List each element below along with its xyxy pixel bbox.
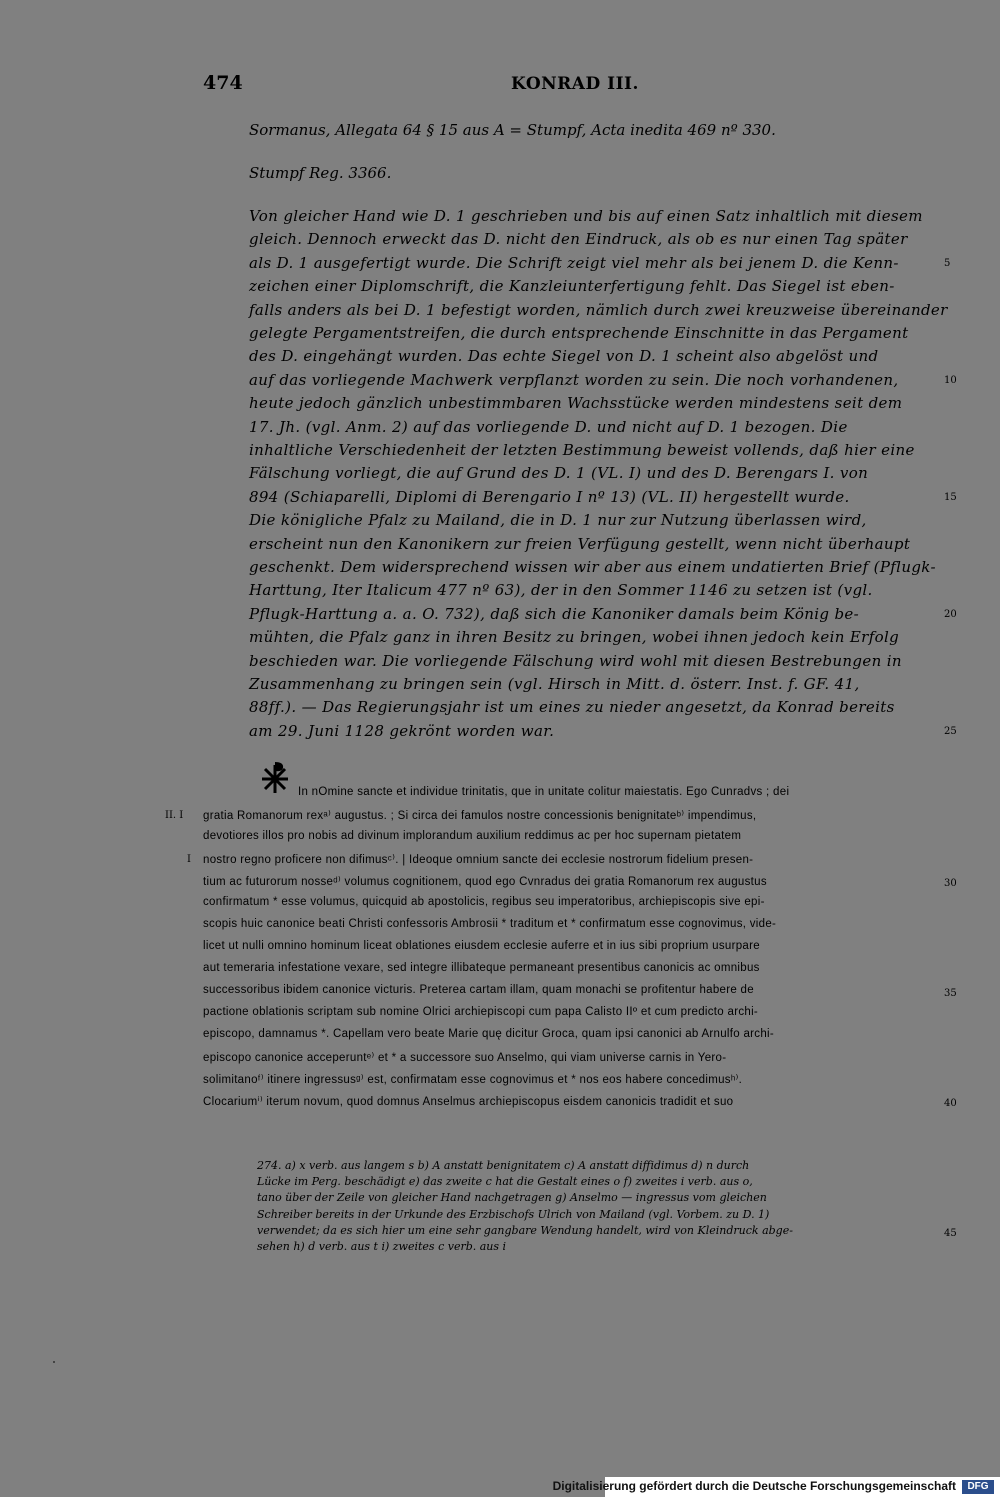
commentary-line: auf das vorliegende Machwerk verpflanzt worden zu sein. Die noch vorhandenen, xyxy=(249,370,899,389)
line-number: 35 xyxy=(944,988,957,999)
charter-line: Clocariumⁱ⁾ iterum novum, quod domnus Anselmus archiepiscopus eisdem canonicis tradidit et suo xyxy=(203,1096,734,1108)
running-title: KONRAD III. xyxy=(511,74,639,94)
scan-speck xyxy=(53,1361,55,1363)
line-number: 10 xyxy=(944,374,957,386)
footnote-line: Lücke im Perg. beschädigt e) das zweite c hat die Gestalt eines o f) zweites i verb. aus o, xyxy=(257,1175,753,1189)
line-number: 5 xyxy=(944,257,951,269)
charter-line: gratia Romanorum rexᵃ⁾ augustus. ; Si circa dei famulos nostre concessionis benignitateᵇ⁾ impendimus, xyxy=(203,810,757,822)
commentary-line: geschenkt. Dem widersprechend wissen wir aber aus einem undatierten Brief (Pflugk- xyxy=(249,558,936,576)
source-line: Sormanus, Allegata 64 § 15 aus A = Stumpf, Acta inedita 469 nº 330. xyxy=(249,121,776,139)
charter-line: aut temeraria infestatione vexare, sed integre illibateque permaneant presentibus canonicis ac omnibus xyxy=(203,962,760,974)
commentary-line: gleich. Dennoch erweckt das D. nicht den Eindruck, als ob es nur einen Tag später xyxy=(249,230,908,249)
commentary-line: heute jedoch gänzlich unbestimmbaren Wachsstücke werden mindestens seit dem xyxy=(249,394,903,413)
margin-siglum: II. I xyxy=(165,810,184,821)
commentary-line: Harttung, Iter Italicum 477 nº 63), der in den Sommer 1146 zu setzen ist (vgl. xyxy=(249,581,873,600)
source-line: Stumpf Reg. 3366. xyxy=(249,164,392,182)
commentary-line: als D. 1 ausgefertigt wurde. Die Schrift zeigt viel mehr als bei jenem D. die Kenn- xyxy=(249,253,899,272)
footnote-line: verwendet; da es sich hier um eine sehr gangbare Wendung handelt, wird von Kleindruck abge- xyxy=(257,1223,793,1237)
commentary-line: gelegte Pergamentstreifen, die durch entsprechende Einschnitte in das Pergament xyxy=(249,324,909,342)
charter-line: episcopo canonice acceperuntᵉ⁾ et * a successore suo Anselmo, qui viam universe carnis in Yero- xyxy=(203,1052,727,1064)
commentary-line: falls anders als bei D. 1 befestigt worden, nämlich durch zwei kreuzweise übereinander xyxy=(249,300,948,319)
commentary-line: erscheint nun den Kanonikern zur freien Verfügung gestellt, wenn nicht überhaupt xyxy=(249,534,911,553)
charter-line: devotiores illos pro nobis ad divinum implorandum auxilium reddimus ac per hoc supernam pietatem xyxy=(203,830,742,842)
dfg-logo: DFG xyxy=(962,1480,994,1494)
commentary-line: 88ff.). — Das Regierungsjahr ist um eines zu nieder angesetzt, da Konrad bereits xyxy=(249,698,895,717)
charter-line: tium ac futurorum nosseᵈ⁾ volumus cognitionem, quod ego Cvnradus dei gratia Romanorum rex augustus xyxy=(203,876,767,888)
charter-line: pactione oblationis scriptam sub nomine Olrici archiepiscopi cum papa Calisto IIº et cum predicto archi- xyxy=(203,1006,759,1018)
commentary-line: 17. Jh. (vgl. Anm. 2) auf das vorliegende D. und nicht auf D. 1 bezogen. Die xyxy=(249,417,848,436)
charter-line: nostro regno proficere non difimusᶜ⁾. | Ideoque omnium sancte dei ecclesie nostrorum fidelium presen- xyxy=(203,854,754,866)
commentary-line: Die königliche Pfalz zu Mailand, die in D. 1 nur zur Nutzung überlassen wird, xyxy=(249,511,867,530)
line-number: 15 xyxy=(944,491,957,503)
commentary-line: 894 (Schiaparelli, Diplomi di Berengario I nº 13) (VL. II) hergestellt wurde. xyxy=(249,487,850,506)
commentary-line: Fälschung vorliegt, die auf Grund des D. 1 (VL. I) und des D. Berengars I. von xyxy=(249,464,869,483)
line-number: 20 xyxy=(944,608,957,620)
charter-line: solimitanoᶠ⁾ itinere ingressusᵍ⁾ est, confirmatam esse cognovimus et * nos eos habere concedimusʰ⁾. xyxy=(203,1074,743,1086)
commentary-line: Pflugk-Harttung a. a. O. 732), daß sich die Kanoniker damals beim König be- xyxy=(249,604,860,623)
line-number: 25 xyxy=(944,725,957,737)
footnote-line: sehen h) d verb. aus t i) zweites c verb. aus i xyxy=(257,1240,507,1253)
charter-line: licet ut nulli omnino hominum liceat oblationes eiusdem ecclesie auferre et in ius sibi proprium usurpare xyxy=(203,940,760,952)
footnote-line: Schreiber bereits in der Urkunde des Erzbischofs Ulrich von Mailand (vgl. Vorbem. zu D. 1) xyxy=(257,1207,770,1221)
commentary-line: beschieden war. Die vorliegende Fälschung wird wohl mit diesen Bestrebungen in xyxy=(249,651,902,670)
margin-siglum: I xyxy=(187,854,191,865)
line-number: 30 xyxy=(944,878,957,889)
charter-line: episcopo, damnamus *. Capellam vero beate Marie quę dicitur Groca, quam ipsi canonici ab Arnulfo archi- xyxy=(203,1028,775,1040)
line-number: 40 xyxy=(944,1098,957,1109)
page-number: 474 xyxy=(203,72,243,94)
commentary-line: mühten, die Pfalz ganz in ihren Besitz zu bringen, wobei ihnen jedoch kein Erfolg xyxy=(249,628,900,647)
charter-line: scopis huic canonice beati Christi confessoris Ambrosii * traditum et * confirmatum esse cognovimus, vide- xyxy=(203,918,777,930)
charter-line: confirmatum * esse volumus, quicquid ab apostolicis, regibus seu imperatoribus, archiepiscopis sive epi- xyxy=(203,896,765,908)
commentary-line: zeichen einer Diplomschrift, die Kanzleiunterfertigung fehlt. Das Siegel ist eben- xyxy=(249,277,895,296)
commentary-line: inhaltliche Verschiedenheit der letzten Bestimmung beweist vollends, daß hier eine xyxy=(249,441,915,459)
footnote-line: tano über der Zeile von gleicher Hand nachgetragen g) Anselmo — ingressus vom gleichen xyxy=(257,1191,767,1205)
line-number: 45 xyxy=(944,1227,957,1239)
commentary-line: am 29. Juni 1128 gekrönt worden war. xyxy=(249,721,555,740)
commentary-line: Von gleicher Hand wie D. 1 geschrieben und bis auf einen Satz inhaltlich mit diesem xyxy=(249,207,923,225)
commentary-line: Zusammenhang zu bringen sein (vgl. Hirsch in Mitt. d. österr. Inst. f. GF. 41, xyxy=(249,675,860,693)
commentary-line: des D. eingehängt wurden. Das echte Siegel von D. 1 scheint also abgelöst und xyxy=(249,347,879,366)
charter-line: successoribus ibidem canonice victuris. Preterea cartam illam, quam monachi se profitentur habere de xyxy=(203,984,754,996)
chrismon-icon xyxy=(256,759,294,797)
footnote-line: 274. a) x verb. aus langem s b) A anstatt benignitatem c) A anstatt diffidimus d) n durch xyxy=(257,1159,750,1172)
footer-credit: Digitalisierung gefördert durch die Deutsche Forschungsgemeinschaft xyxy=(552,1479,956,1493)
charter-line: In nOmine sancte et individue trinitatis, que in unitate colitur maiestatis. Ego Cunradvs ; dei xyxy=(298,786,790,798)
